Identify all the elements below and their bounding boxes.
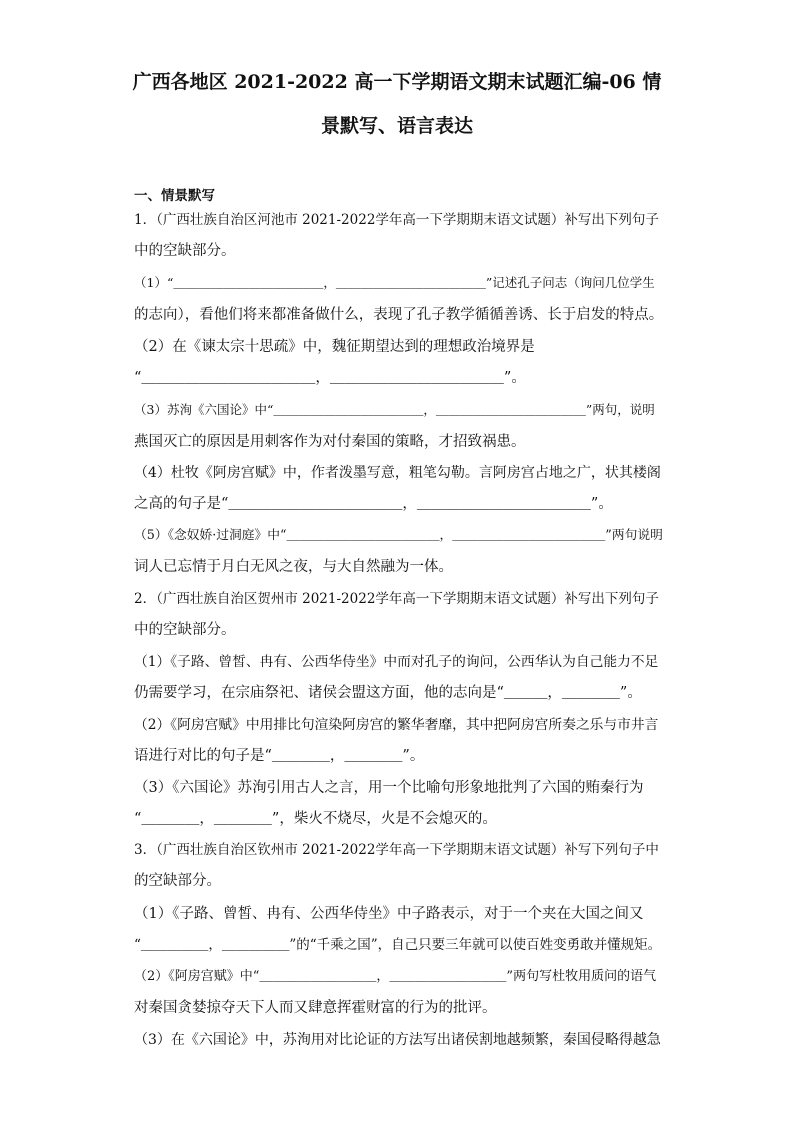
question-line: 中的空缺部分。 [134,243,236,259]
question-line: （3）在《六国论》中，苏洵用对比论证的方法写出诸侯割地越频繁，秦国侵略得越急 [134,1032,661,1048]
question-line: 对秦国贪婪掠夺天下人而又肆意挥霍财富的行为的批评。 [134,1000,497,1016]
question-line: “＿＿＿＿，＿＿＿＿”，柴火不烧尽，火是不会熄灭的。 [134,811,497,827]
question-line: 之高的句子是“＿＿＿＿＿＿＿＿＿＿＿＿，＿＿＿＿＿＿＿＿＿＿＿＿”。 [134,496,613,512]
question-line: 的空缺部分。 [134,873,221,889]
question-line: 的志向），看他们将来都准备做什么，表现了孔子教学循循善诱、长于启发的特点。 [134,307,664,323]
document-title: 广西各地区 2021-2022 高一下学期语文期末试题汇编-06 情 [132,71,662,93]
question-line: （3）苏洵《六国论》中“＿＿＿＿＿＿＿＿＿＿＿＿，＿＿＿＿＿＿＿＿＿＿＿＿”两句，说明 [134,402,655,417]
question-line: 语进行对比的句子是“＿＿＿＿，＿＿＿＿”。 [134,748,425,764]
question-line: （3）《六国论》苏洵引用古人之言，用一个比喻句形象地批判了六国的贿秦行为 [134,780,644,796]
question-line: 3．（广西壮族自治区钦州市 2021-2022学年高一下学期期末语文试题）补写下列句子中 [134,842,659,858]
question-line: （2）《阿房宫赋》中“＿＿＿＿＿＿＿＿＿，＿＿＿＿＿＿＿＿＿”两句写杜牧用质问的语气 [134,969,657,984]
question-line: （2）《阿房宫赋》中用排比句渲染阿房宫的繁华奢靡，其中把阿房宫所奏之乐与市井言 [134,717,659,733]
question-line: 1．（广西壮族自治区河池市 2021-2022学年高一下学期期末语文试题）补写出下列句子 [134,212,659,228]
question-line: 燕国灭亡的原因是用刺客作为对付秦国的策略，才招致祸患。 [134,434,526,450]
question-line: （1）《子路、曾皙、冉有、公西华侍坐》中而对孔子的询问，公西华认为自己能力不足 [134,654,659,670]
question-line: “＿＿＿＿＿＿＿＿＿＿＿＿，＿＿＿＿＿＿＿＿＿＿＿＿”。 [134,370,526,386]
question-line: （1）“＿＿＿＿＿＿＿＿＿＿＿＿，＿＿＿＿＿＿＿＿＿＿＿＿”记述孔子问志（询问几位学生 [134,275,655,290]
question-line: 词人已忘情于月白无风之夜，与大自然融为一体。 [134,559,453,575]
question-line: （2）在《谏太宗十思疏》中，魏征期望达到的理想政治境界是 [134,339,535,355]
question-line: （1）《子路、曾皙、冉有、公西华侍坐》中子路表示，对于一个夹在大国之间又 [134,906,644,922]
question-line: （5）《念奴娇·过洞庭》中“＿＿＿＿＿＿＿＿＿＿＿＿，＿＿＿＿＿＿＿＿＿＿＿＿”两句说明 [134,528,663,543]
question-line: 中的空缺部分。 [134,622,236,638]
question-line: “＿＿＿＿＿，＿＿＿＿＿”的“千乘之国”，自己只要三年就可以使百姓变勇敢并懂规矩。 [134,937,662,953]
section-heading: 一、情景默写 [134,188,215,204]
question-line: 2．（广西壮族自治区贺州市 2021-2022学年高一下学期期末语文试题）补写出下列句子 [134,591,659,607]
question-line: 仍需要学习，在宗庙祭祀、诸侯会盟这方面，他的志向是“＿＿＿，＿＿＿＿”。 [134,685,642,701]
question-line: （4）杜牧《阿房宫赋》中，作者泼墨写意，粗笔勾勒。言阿房宫占地之广，状其楼阁 [134,465,661,481]
document-title-continued: 景默写、语言表达 [320,115,473,137]
